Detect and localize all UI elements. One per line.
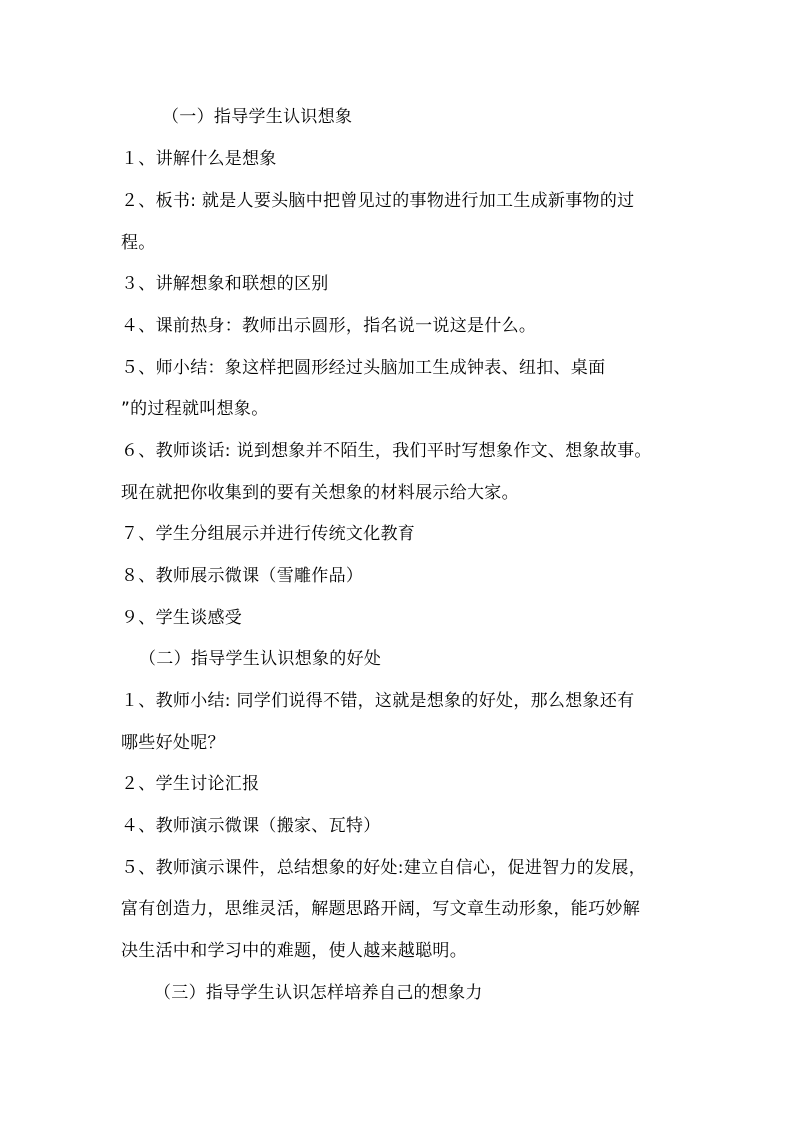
paragraph-line: ３、讲解想象和联想的区别 xyxy=(121,274,329,294)
paragraph-line: ４、教师演示微课（搬家、瓦特） xyxy=(121,816,381,836)
paragraph-line: ２、板书: 就是人要头脑中把曾见过的事物进行加工生成新事物的过 xyxy=(121,191,635,211)
paragraph-line: ５、师小结：象这样把圆形经过头脑加工生成钟表、纽扣、桌面 xyxy=(121,358,606,378)
paragraph-line: 富有创造力，思维灵活，解题思路开阔，写文章生动形象，能巧妙解 xyxy=(121,899,640,919)
paragraph-line: ９、学生谈感受 xyxy=(121,608,243,628)
section-heading-3: （三）指导学生认识怎样培养自己的想象力 xyxy=(154,983,483,1003)
paragraph-line: １、讲解什么是想象 xyxy=(121,149,277,169)
paragraph-line: ５、教师演示课件，总结想象的好处:建立自信心，促进智力的发展， xyxy=(121,858,647,878)
section-heading-2: （二）指导学生认识想象的好处 xyxy=(139,649,382,669)
paragraph-line: 程。 xyxy=(121,233,156,253)
section-heading-1: （一）指导学生认识想象 xyxy=(162,107,353,127)
paragraph-line: 决生活中和学习中的难题，使人越来越聪明。 xyxy=(121,941,467,961)
paragraph-line: ２、学生讨论汇报 xyxy=(121,774,260,794)
paragraph-line: ”的过程就叫想象。 xyxy=(121,399,269,419)
paragraph-line: 现在就把你收集到的要有关想象的材料展示给大家。 xyxy=(121,483,519,503)
paragraph-line: ４、课前热身：教师出示圆形，指名说一说这是什么。 xyxy=(121,316,537,336)
paragraph-line: １、教师小结: 同学们说得不错，这就是想象的好处，那么想象还有 xyxy=(121,691,635,711)
paragraph-line: ７、学生分组展示并进行传统文化教育 xyxy=(121,524,416,544)
paragraph-line: ８、教师展示微课（雪雕作品） xyxy=(121,566,364,586)
paragraph-line: ６、教师谈话: 说到想象并不陌生，我们平时写想象作文、想象故事。 xyxy=(121,441,652,461)
paragraph-line: 哪些好处呢？ xyxy=(121,733,225,753)
